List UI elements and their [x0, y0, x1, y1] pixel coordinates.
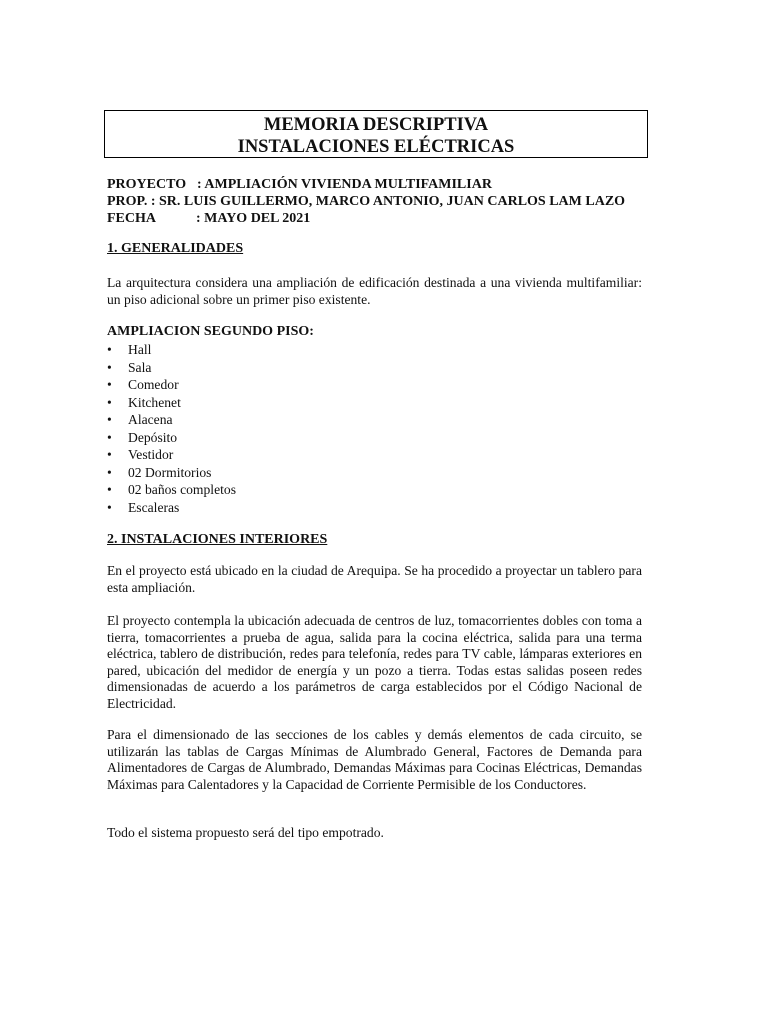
list-item: • Alacena [107, 412, 173, 427]
document-title: MEMORIA DESCRIPTIVA [263, 115, 489, 135]
meta-row-proyecto [107, 176, 625, 193]
rooms-list [107, 341, 236, 516]
title-box [104, 110, 648, 158]
prop-label: PROP. : [107, 194, 156, 209]
bullet-icon: • [107, 412, 112, 427]
list-item: • Depósito [107, 429, 178, 445]
list-item: • 02 baños completos [107, 482, 236, 497]
section-heading-generalidades: 1. GENERALIDADES [107, 241, 244, 256]
paragraph-empotrado: Todo el sistema propuesto será del tipo empotrado. [107, 825, 384, 840]
list-item: • Escaleras [107, 499, 180, 515]
fecha-label: FECHA [107, 211, 156, 226]
list-item: • Hall [107, 342, 152, 357]
document-subtitle: INSTALACIONES ELÉCTRICAS [237, 137, 515, 157]
bullet-icon: • [107, 499, 112, 515]
paragraph-contempla: El proyecto contempla la ubicación adecuada de centros de luz, tomacorrientes dobles con toma a tierra, tomacorrientes a prueba de agua, salida para la cocina eléctrica, salida para una terma eléctrica, tablero de distribución, redes para telefonía, redes para TV cable, lámparas exteriores en pared, ubicación del medidor de energía y un pozo a tierra. Todas estas salidas poseen redes dimensionadas de acuerdo a los parámetros de carga establecidos por el Código Nacional de Electricidad. [107, 613, 642, 711]
subheading-ampliacion: AMPLIACION SEGUNDO PISO: [107, 324, 314, 339]
proyecto-value: : AMPLIACIÓN VIVIENDA MULTIFAMILIAR [197, 177, 492, 192]
meta-row-fecha [107, 210, 625, 227]
bullet-icon: • [107, 447, 112, 462]
section-heading-instalaciones: 2. INSTALACIONES INTERIORES [107, 532, 328, 547]
list-item: • Comedor [107, 377, 179, 392]
bullet-icon: • [107, 464, 112, 480]
project-metadata [107, 176, 625, 227]
bullet-icon: • [107, 429, 112, 445]
bullet-icon: • [107, 394, 112, 410]
prop-value: SR. LUIS GUILLERMO, MARCO ANTONIO, JUAN CARLOS LAM LAZO [158, 194, 626, 209]
bullet-icon: • [107, 359, 112, 375]
paragraph-ubicacion: En el proyecto está ubicado en la ciudad de Arequipa. Se ha procedido a proyectar un tablero para esta ampliación. [107, 563, 642, 595]
paragraph-dimensionado: Para el dimensionado de las secciones de los cables y demás elementos de cada circuito, se utilizarán las tablas de Cargas Mínimas de Alumbrado General, Factores de Demanda para Alimentadores de Cargas de Alumbrado, Demandas Máximas para Cocinas Eléctricas, Demandas Máximas para Calentadores y la Capacidad de Corriente Permisible de los Conductores. [107, 727, 642, 792]
meta-row-prop [107, 193, 625, 210]
bullet-icon: • [107, 377, 112, 392]
list-item: • Vestidor [107, 447, 174, 462]
bullet-icon: • [107, 342, 112, 357]
paragraph-generalidades: La arquitectura considera una ampliación de edificación destinada a una vivienda multifamiliar: un piso adicional sobre un primer piso existente. [107, 275, 642, 307]
list-item: • 02 Dormitorios [107, 464, 212, 480]
list-item: • Kitchenet [107, 394, 181, 410]
bullet-icon: • [107, 482, 112, 497]
proyecto-label: PROYECTO [107, 177, 187, 192]
fecha-value: : MAYO DEL 2021 [196, 211, 311, 226]
list-item: • Sala [107, 359, 152, 375]
